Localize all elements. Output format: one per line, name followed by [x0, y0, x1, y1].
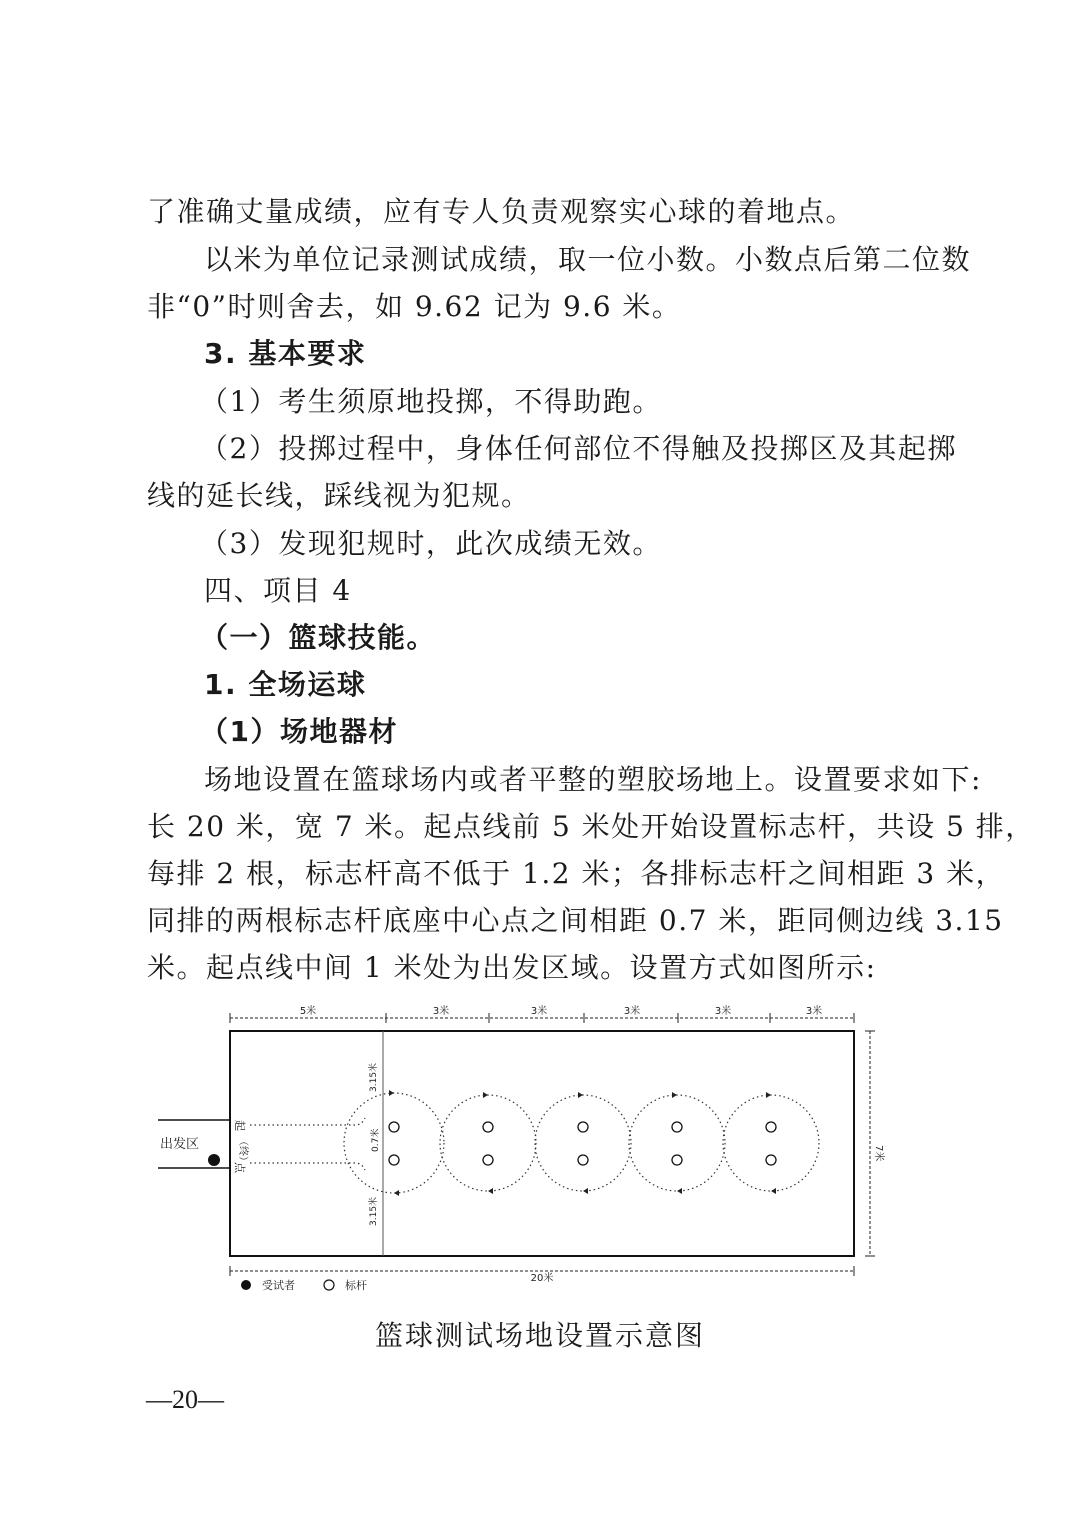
text-line-6: （2）投掷过程中，身体任何部位不得触及投掷区及其起掷 [200, 432, 957, 465]
side-distance-top: 3.15米 [369, 1062, 379, 1092]
start-line-char-1: 起 [233, 1120, 246, 1131]
legend-tester-dot [241, 1280, 251, 1290]
side-distance-bottom: 3.15米 [369, 1196, 379, 1226]
length-label: 20米 [530, 1273, 554, 1284]
text-line-16: 同排的两根标志杆底座中心点之间相距 0.7 米，距同侧边线 3.15 [147, 904, 1004, 937]
pole-markers [389, 1122, 776, 1165]
dim-label-3m: 3米 [530, 1006, 548, 1017]
width-label: 7米 [873, 1145, 884, 1162]
text-line-14: 长 20 米，宽 7 米。起点线前 5 米处开始设置标志杆，共设 5 排， [147, 810, 1035, 843]
text-line-3: 非“0”时则舍去，如 9.62 记为 9.6 米。 [147, 290, 682, 323]
dim-label-3m: 3米 [805, 1006, 823, 1017]
heading-full-court-dribble: 1. 全场运球 [204, 668, 367, 701]
text-line-7: 线的延长线，踩线视为犯规。 [147, 479, 531, 512]
legend-pole-circle [324, 1280, 334, 1290]
text-line-15: 每排 2 根，标志杆高不低于 1.2 米；各排标志杆之间相距 3 米， [147, 857, 1006, 890]
dim-label-3m: 3米 [623, 1006, 641, 1017]
start-zone-label: 出发区 [160, 1137, 200, 1152]
tester-marker [208, 1154, 220, 1166]
page-number: —20— [146, 1385, 224, 1414]
dim-label-3m: 3米 [714, 1006, 732, 1017]
dim-label-3m: 3米 [432, 1006, 450, 1017]
heading-venue-equipment: （1）场地器材 [200, 715, 398, 748]
figure-caption: 篮球测试场地设置示意图 [374, 1319, 705, 1352]
heading-basketball-skills: （一）篮球技能。 [200, 621, 437, 654]
text-line-2: 以米为单位记录测试成绩，取一位小数。小数点后第二位数 [204, 243, 972, 276]
text-line-17: 米。起点线中间 1 米处为出发区域。设置方式如图所示: [147, 951, 877, 984]
text-line-8: （3）发现犯规时，此次成绩无效。 [200, 527, 662, 560]
start-line-char-3: 点 [233, 1162, 246, 1173]
heading-basic-requirements: 3. 基本要求 [204, 337, 367, 370]
court-boundary [230, 1031, 854, 1256]
legend-pole-label: 标杆 [345, 1279, 367, 1292]
direction-arrows [389, 1090, 776, 1196]
dribble-path [250, 1093, 819, 1193]
start-line-char-2: （终） [237, 1136, 248, 1166]
heading-project-4: 四、项目 4 [204, 574, 352, 607]
text-line-5: （1）考生须原地投掷，不得助跑。 [200, 385, 662, 418]
basketball-court-diagram [0, 995, 1080, 1315]
pole-gap-label: 0.7米 [371, 1128, 381, 1152]
dim-label-5m: 5米 [299, 1006, 317, 1017]
text-line-13: 场地设置在篮球场内或者平整的塑胶场地上。设置要求如下: [204, 763, 982, 796]
text-line-1: 了准确丈量成绩，应有专人负责观察实心球的着地点。 [147, 195, 856, 228]
legend-tester-label: 受试者 [262, 1279, 295, 1292]
